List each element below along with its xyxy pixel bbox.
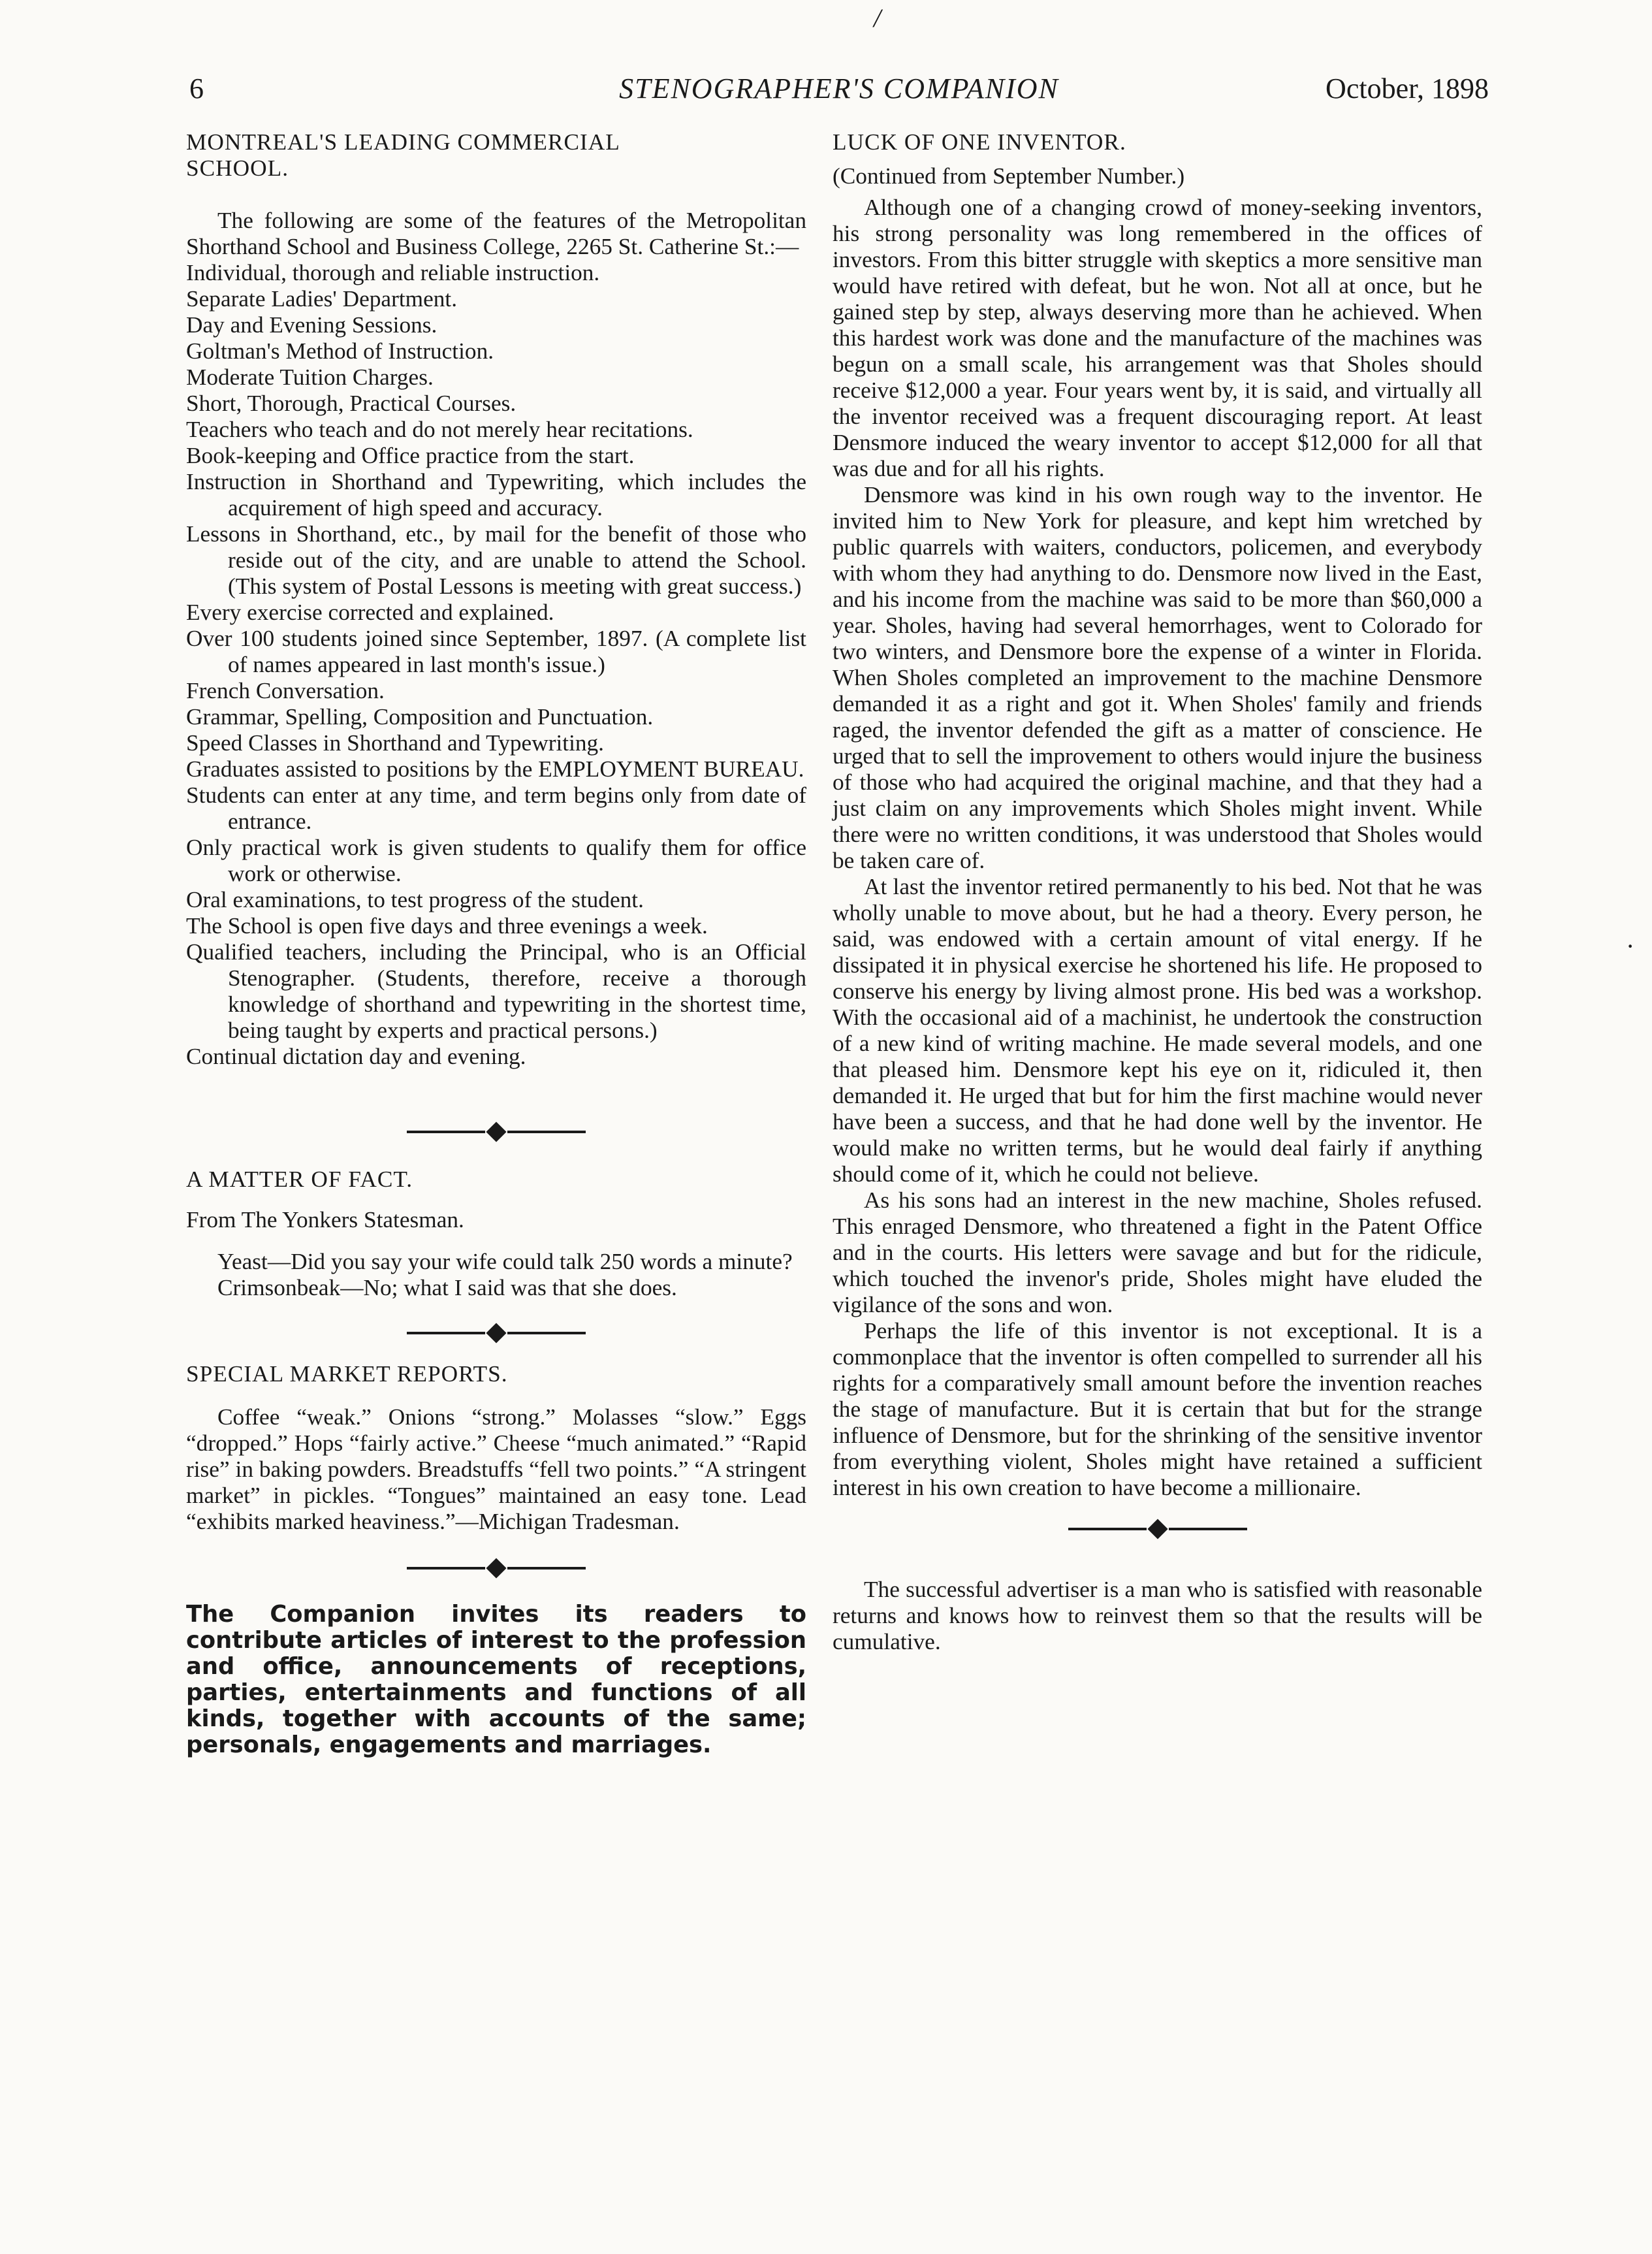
article-title: MONTREAL'S LEADING COMMERCIAL [186,129,620,155]
feature-item: Day and Evening Sessions. [186,312,437,338]
feature-item: Lessons in Shorthand, etc., by mail for the benefit of those who reside out of the city, and are unable to attend the School. (This system of Postal Lessons is meeting with great success.) [186,521,806,599]
margin-mark: · [1626,931,1635,961]
article-market-reports [186,1361,806,1535]
ornamental-divider [833,1521,1482,1538]
article-paragraph: At last the inventor retired permanently to his bed. Not that he was wholly unable to move about, but he had a theory. Every person, he said, was endowed with a certain amount of vital energy. If he dissipated it in physical exercise he shortened his life. He proposed to conserve his energy by living almost prone. His bed was a workshop. With the occasional aid of a machinist, he undertook the construction of a new kind of writing machine. He made several models, and one that pleased him. Densmore kept his eye on it, ridiculed it, then demanded it. He urged that but for him the first machine would never have been a success, and that he had done well by the inventor. He would make no written terms, but he would deal fairly if anything should come of it, which he could not believe. [833,874,1482,1187]
ornamental-divider [186,1123,806,1140]
feature-item: Grammar, Spelling, Composition and Punctuation. [186,704,654,730]
feature-item: Teachers who teach and do not merely hear recitations. [186,417,693,442]
article-matter-of-fact [186,1167,806,1301]
feature-item: Students can enter at any time, and term begins only from date of entrance. [186,782,806,834]
article-luck-of-one-inventor [833,129,1482,1501]
running-header [189,72,1489,118]
page-number: 6 [189,72,204,105]
feature-item: French Conversation. [186,678,385,703]
article-subtitle: (Continued from September Number.) [833,163,1185,189]
article-body: Coffee “weak.” Onions “strong.” Molasses “slow.” Eggs “dropped.” Hops “fairly active.” Cheese “much animated.” “Rapid rise” in baking powders. Breadstuffs “fell two points.” “A stringent market” in pickles. “Tongues” maintained an easy tone. Lead “exhibits marked heaviness.”—Michigan Tradesman. [186,1404,806,1534]
feature-item: Book-keeping and Office practice from the start. [186,443,635,468]
article-title-line2: SCHOOL. [186,155,289,181]
feature-item: Over 100 students joined since September, 1897. (A complete list of names appeared in last month's issue.) [186,626,806,677]
feature-item: Speed Classes in Shorthand and Typewriting. [186,730,604,756]
article-paragraph: Perhaps the life of this inventor is not exceptional. It is a commonplace that the inventor is often compelled to surrender all his rights for a comparatively small amount before the invention reaches the stage of manufacture. But it is certain that but for the strange influence of Densmore, but for the shrinking of the sensitive inventor from everything violent, Sholes might have retained a sufficient interest in his own creation to have become a millionaire. [833,1318,1482,1500]
ornamental-divider [186,1560,806,1577]
stray-mark: / [874,3,882,33]
issue-date: October, 1898 [1326,72,1489,105]
feature-item: Moderate Tuition Charges. [186,364,434,390]
dialogue-line: Crimsonbeak—No; what I said was that she does. [217,1275,677,1300]
feature-item: Separate Ladies' Department. [186,286,458,312]
article-source: From The Yonkers Statesman. [186,1207,464,1232]
article-title: SPECIAL MARKET REPORTS. [186,1361,508,1387]
feature-item: Short, Thorough, Practical Courses. [186,391,516,416]
feature-item: Only practical work is given students to qualify them for office work or otherwise. [186,835,806,886]
feature-item: Continual dictation day and evening. [186,1044,526,1069]
journal-title: STENOGRAPHER'S COMPANION [619,72,1059,105]
feature-item: Graduates assisted to positions by the EMPLOYMENT BUREAU. [186,756,804,782]
dialogue-line: Yeast—Did you say your wife could talk 250 words a minute? [217,1249,793,1274]
article-paragraph: As his sons had an interest in the new machine, Sholes refused. This enraged Densmore, who threatened a fight in the Patent Office and in the courts. His letters were savage and but for the ridicule, which touched the invenor's pride, Sholes might have eluded the vigilance of the sons and won. [833,1187,1482,1317]
feature-item: Every exercise corrected and explained. [186,600,554,625]
editorial-notice: The Companion invites its readers to contribute articles of interest to the profession and office, announcements of receptions, parties, entertainments and functions of all kinds, together with accounts of the same; personals, engagements and marriages. [186,1601,806,1758]
article-title: LUCK OF ONE INVENTOR. [833,129,1126,155]
feature-item: The School is open five days and three evenings a week. [186,913,708,939]
feature-item: Goltman's Method of Instruction. [186,338,494,364]
article-title: A MATTER OF FACT. [186,1167,413,1192]
article-paragraph: Although one of a changing crowd of money-seeking inventors, his strong personality was long remembered in the offices of investors. From this bitter struggle with skeptics a more sensitive man would have retired with defeat, but he won. Not all at once, but he gained step by step, always deserving more than he achieved. When this hardest work was done and the manufacture of the machines was begun on a small scale, his arrangement was that Sholes should receive $12,000 a year. Four years went by, it is said, and virtually all the inventor received was a frequent discouraging report. At least Densmore induced the weary inventor to accept $12,000 for all that was due and for all his rights. [833,195,1482,481]
right-column [833,129,1482,1655]
feature-list [186,260,806,1070]
article-paragraph: Densmore was kind in his own rough way to the inventor. He invited him to New York for pleasure, and kept him wretched by public quarrels with waiters, conductors, policemen, and everybody with whom they had anything to do. Densmore now lived in the East, and his income from the machine was said to be more than $60,000 a year. Sholes, having had several hemorrhages, went to Colorado for two winters, and Densmore bore the expense of a winter in Florida. When Sholes completed an improvement to the machine Densmore demanded it as a right and got it. When Sholes' family and friends raged, the inventor defended the gift as a matter of conscience. He urged that to sell the improvement to others would injure the business of those who had acquired the original machine, and that they had a just claim on any improvements which Sholes might invent. While there were no written conditions, it was understood that Sholes would be taken care of. [833,482,1482,873]
article-montreal [186,129,806,1070]
closing-paragraph: The successful advertiser is a man who is satisfied with reasonable returns and knows how to reinvest them so that the results will be cumulative. [833,1577,1482,1654]
ornamental-divider [186,1325,806,1342]
feature-item: Oral examinations, to test progress of the student. [186,887,644,912]
feature-item: Qualified teachers, including the Principal, who is an Official Stenographer. (Students, therefore, receive a thorough knowledge of shorthand and typewriting in the shortest time, being taught by experts and practical persons.) [186,939,806,1043]
article-intro: The following are some of the features of the Metropolitan Shorthand School and Business College, 2265 St. Catherine St.:— [186,208,806,259]
feature-item: Individual, thorough and reliable instruction. [186,260,600,285]
feature-item: Instruction in Shorthand and Typewriting, which includes the acquirement of high speed and accuracy. [186,469,806,521]
left-column [186,129,806,1758]
